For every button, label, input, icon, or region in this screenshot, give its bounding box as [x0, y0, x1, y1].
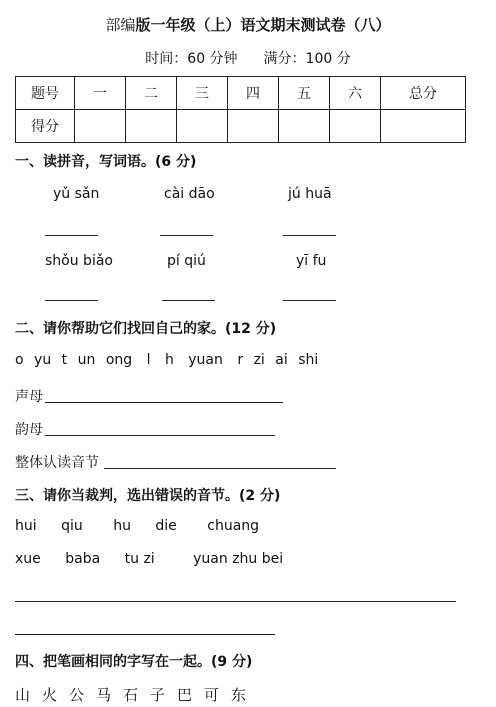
title-prefix: 部编 — [105, 16, 136, 34]
pinyin-letter: h — [164, 352, 174, 368]
score-input-cell[interactable] — [330, 110, 381, 143]
yunmu-answer-line[interactable] — [45, 435, 275, 436]
exam-info — [0, 48, 496, 68]
score-cell: 总分 — [381, 77, 466, 110]
exam-full-score: 满分：100 分 — [263, 51, 351, 67]
syllable: die — [155, 518, 177, 534]
answer-line[interactable] — [45, 235, 98, 236]
score-cell: 二 — [126, 77, 177, 110]
answer-line[interactable] — [160, 235, 213, 236]
answer-line[interactable] — [45, 300, 98, 301]
pinyin-letter: un — [77, 352, 96, 368]
pinyin-word: yī fu — [296, 253, 327, 269]
character: 马 — [96, 686, 112, 704]
shengmu-label: 声母 — [15, 389, 43, 405]
title-main: 版一年级（上）语文期末测试卷（八） — [135, 16, 391, 34]
answer-line[interactable] — [162, 300, 215, 301]
score-input-cell[interactable] — [279, 110, 330, 143]
score-input-cell[interactable] — [75, 110, 126, 143]
character: 子 — [150, 686, 166, 704]
pinyin-word: yǔ sǎn — [53, 186, 100, 202]
pinyin-word: cài dāo — [164, 186, 215, 202]
zhengti-label: 整体认读音节 — [15, 455, 99, 471]
answer-line[interactable] — [283, 235, 336, 236]
page-title — [0, 14, 496, 35]
section3-answer-line[interactable] — [15, 601, 456, 602]
zhengti-answer-line[interactable] — [104, 468, 336, 469]
pinyin-letter: r — [237, 352, 244, 368]
pinyin-letter: o — [15, 352, 24, 368]
score-cell: 一 — [75, 77, 126, 110]
score-cell: 五 — [279, 77, 330, 110]
score-cell: 题号 — [16, 77, 75, 110]
score-input-cell[interactable] — [177, 110, 228, 143]
syllable: baba — [65, 551, 101, 567]
pinyin-letter: t — [61, 352, 68, 368]
score-input-cell[interactable] — [381, 110, 466, 143]
pinyin-word: jú huā — [288, 186, 332, 202]
section3-heading: 三、请你当裁判，选出错误的音节。(2 分) — [15, 488, 281, 504]
character: 火 — [42, 686, 58, 704]
pinyin-letter: zi — [253, 352, 265, 368]
character: 东 — [231, 686, 247, 704]
character: 巴 — [177, 686, 193, 704]
syllable: yuan zhu bei — [193, 551, 284, 567]
pinyin-letter: yuan — [188, 352, 223, 368]
section1-heading: 一、读拼音，写词语。(6 分) — [15, 154, 197, 170]
character-row — [15, 684, 258, 705]
syllable-row — [15, 518, 259, 534]
pinyin-letter-row — [15, 352, 318, 368]
answer-line[interactable] — [283, 300, 336, 301]
score-table — [15, 76, 466, 143]
exam-time: 时间：60 分钟 — [145, 51, 238, 67]
syllable: qiu — [61, 518, 83, 534]
syllable: hui — [15, 518, 37, 534]
character: 可 — [204, 686, 220, 704]
syllable: hu — [113, 518, 131, 534]
pinyin-letter: yu — [34, 352, 52, 368]
syllable: xue — [15, 551, 41, 567]
shengmu-answer-line[interactable] — [45, 402, 283, 403]
score-table-score-row — [16, 110, 466, 143]
character: 石 — [123, 686, 139, 704]
score-cell: 三 — [177, 77, 228, 110]
pinyin-word: shǒu biǎo — [45, 253, 113, 269]
section2-heading: 二、请你帮助它们找回自己的家。(12 分) — [15, 321, 277, 337]
pinyin-letter: ai — [275, 352, 288, 368]
pinyin-letter: ong — [105, 352, 133, 368]
section4-heading: 四、把笔画相同的字写在一起。(9 分) — [15, 654, 253, 670]
score-table-header-row — [16, 77, 466, 110]
score-cell: 四 — [228, 77, 279, 110]
score-cell: 得分 — [16, 110, 75, 143]
pinyin-letter: shi — [298, 352, 319, 368]
syllable: chuang — [207, 518, 260, 534]
score-input-cell[interactable] — [126, 110, 177, 143]
character: 公 — [69, 686, 85, 704]
section3-answer-line[interactable] — [15, 634, 275, 635]
pinyin-letter: l — [146, 352, 151, 368]
score-cell: 六 — [330, 77, 381, 110]
character: 山 — [15, 686, 31, 704]
syllable: tu zi — [124, 551, 155, 567]
pinyin-word: pí qiú — [167, 253, 206, 269]
yunmu-label: 韵母 — [15, 422, 43, 438]
score-input-cell[interactable] — [228, 110, 279, 143]
syllable-row — [15, 551, 283, 567]
